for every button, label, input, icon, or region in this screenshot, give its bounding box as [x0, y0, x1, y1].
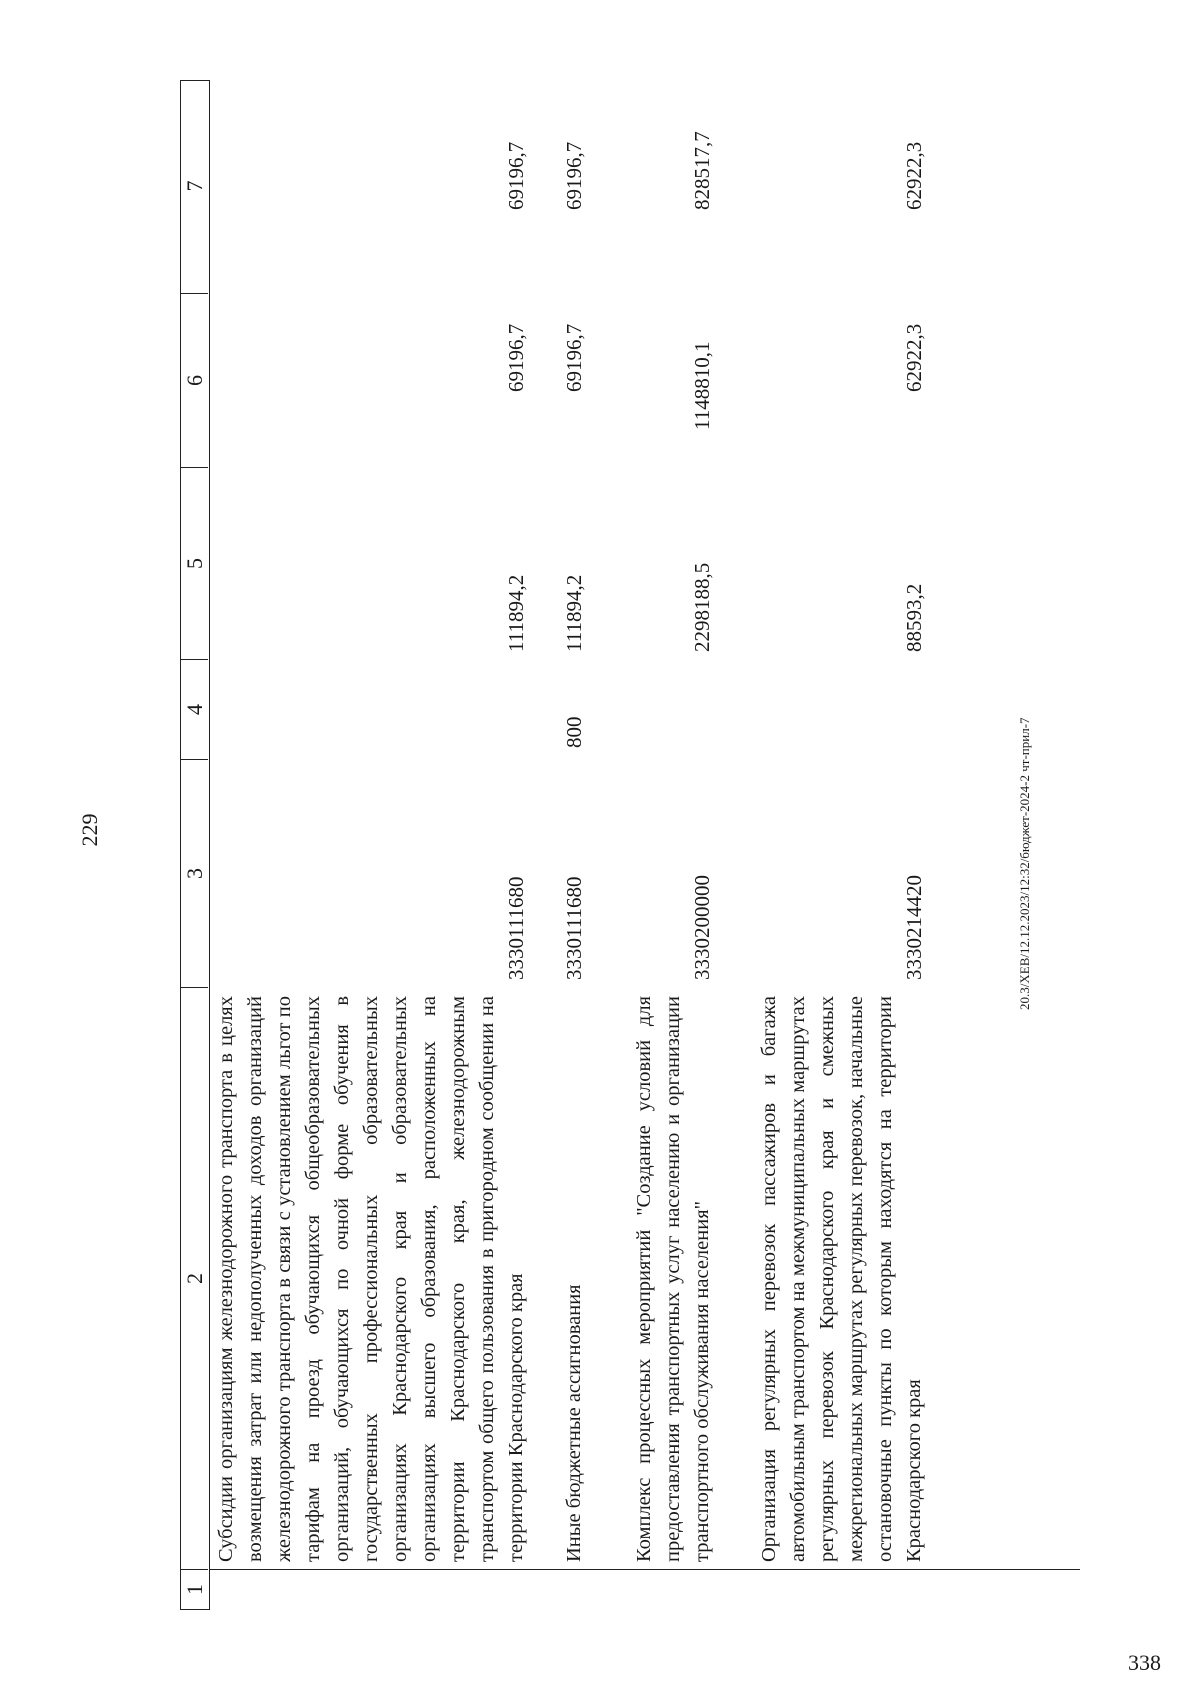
header-col-2: 2 [181, 987, 208, 1569]
row-value-col5: 111894,2 [562, 574, 586, 652]
column-1-border [210, 1569, 1080, 1570]
row-description: Иные бюджетные ассигнования [563, 1284, 585, 1562]
row-type-code: 800 [562, 716, 586, 748]
page-number: 229 [77, 813, 102, 847]
header-col-3: 3 [181, 759, 208, 987]
row-value-col5: 2298188,5 [690, 562, 714, 652]
document-footer: 20.3/ХЕВ/12.12.2023/12:32/бюджет-2024-2 чт-прил-7 [1017, 717, 1032, 1010]
header-col-1: 1 [181, 1569, 208, 1609]
row-value-col7: 828517,7 [690, 131, 714, 210]
sheet-number: 338 [1128, 1650, 1161, 1675]
row-value-col6: 1148810,1 [690, 341, 714, 430]
header-col-7: 7 [182, 180, 207, 192]
row-value-col7: 69196,7 [504, 141, 528, 210]
row-code: 3330111680 [504, 876, 528, 980]
row-value-col5: 111894,2 [504, 574, 528, 652]
header-col-5: 5 [181, 467, 208, 659]
row-value-col5: 88593,2 [902, 583, 926, 652]
header-col-6: 6 [181, 293, 208, 467]
header-col-4: 4 [181, 659, 208, 759]
row-value-col6: 69196,7 [562, 323, 586, 392]
row-code: 3330214420 [902, 875, 926, 980]
table-header-row [180, 80, 210, 1610]
row-code: 3330111680 [562, 876, 586, 980]
row-description: Субсидии организациям железнодорожного транспорта в целях возмещения затрат или недополученных доходов организаций железнодорожного транспорта в связи с установлением льгот по тарифам на проезд обучающихся общеобразовательных организаций, обучающихся по очной форме обучения в государственных профессиональных образовательных организациях Краснодарского края и образовательных организациях высшего образования, расположенных на территории Краснодарского края, железнодорожным транспортом общего пользования в пригородном сообщении на территории Краснодарского края [215, 996, 527, 1562]
row-value-col7: 69196,7 [562, 141, 586, 210]
row-value-col6: 62922,3 [902, 323, 926, 392]
budget-table [180, 80, 1080, 1610]
row-value-col7: 62922,3 [902, 141, 926, 210]
row-value-col6: 69196,7 [504, 323, 528, 392]
row-description: Комплекс процессных мероприятий "Создание условий для предоставления транспортных услуг населению и организации транспортного обслуживания населения" [633, 996, 713, 1562]
row-code: 3330200000 [690, 875, 714, 980]
row-description: Организация регулярных перевозок пассажиров и багажа автомобильным транспортом на межмуниципальных маршрутах регулярных перевозок Краснодарского края и смежных межрегиональных маршрутах регулярных перевозок, начальные остановочные пункты по которым находятся на территории Краснодарского края [758, 996, 925, 1562]
